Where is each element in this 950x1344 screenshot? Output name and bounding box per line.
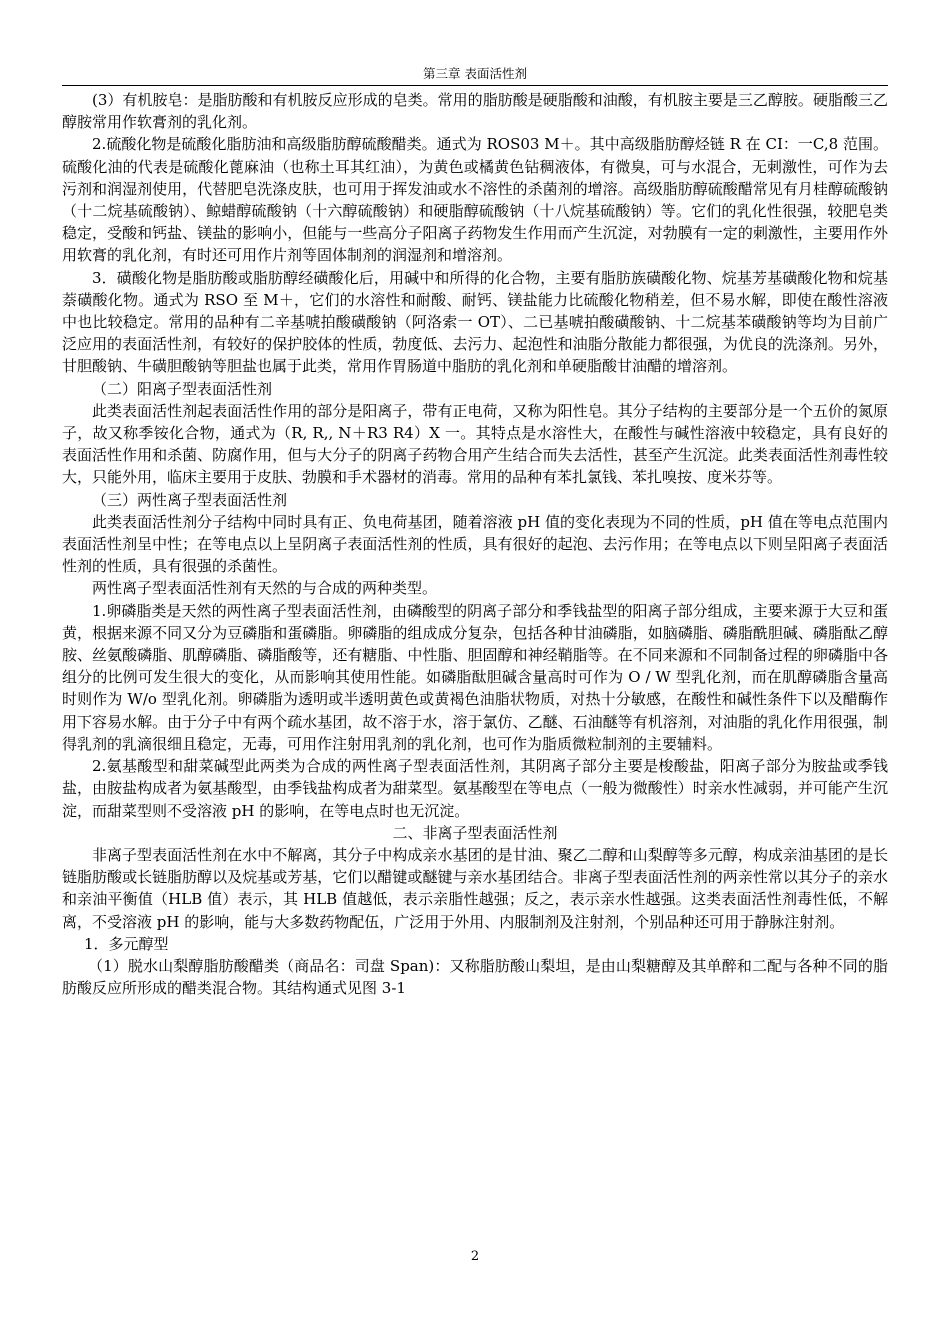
section-heading-cationic: （二）阳离子型表面活性剂 [92,379,273,398]
paragraph-organic-amine-soap: (3）有机胺皂：是脂肪酸和有机胺反应形成的皂类。常用的脂肪酸是硬脂酸和油酸，有机胺主要是三乙醇胺。硬脂酸三乙醇胺常用作软膏剂的乳化剂。 [62,91,888,132]
paragraph-lecithin: 1.卵磷脂类是天然的两性离子型表面活性剂，由磷酸型的阴离子部分和季钱盐型的阳离子部分组成，主要来源于大豆和蛋黄，根据来源不同又分为豆磷脂和蛋磷脂。卵磷脂的组成成分复杂，包括各种甘油磷脂，如脑磷脂、磷脂酰胆碱、磷脂酞乙醇胺、丝氨酸磷脂、肌醇磷脂、磷脂酸等，还有糖脂、中性脂、胆固醇和神经鞘脂等。在不同来源和不同制备过程的卵磷脂中各组分的比例可发生很大的变化，从而影响其使用性能。如磷脂酞胆碱含量高时可作为 O / W 型乳化剂，而在肌醇磷脂含量高时则作为 W/o 型乳化剂。卵磷脂为透明或半透明黄色或黄褐色油脂状物质，对热十分敏感，在酸性和碱性条件下以及醋酶作用下容易水解。由于分子中有两个疏水基团，故不溶于水，溶于氯仿、乙醚、石油醚等有机溶剂，对油脂的乳化作用很强，制得乳剂的乳滴很细且稳定，无毒，可用作注射用乳剂的乳化剂，也可作为脂质微粒制剂的主要辅料。 [62,601,888,753]
paragraph-sulfates: 2.硫酸化物是硫酸化脂肪油和高级脂肪醇硫酸醋类。通式为 ROS03 M＋。其中高级脂肪醇烃链 R 在 CI：一C,8 范围。硫酸化油的代表是硫酸化蓖麻油（也称土耳其红油），为黄色或橘黄色钻稠液体，有微臭，可与水混合，无刺激性，可作为去污剂和润湿剂使用，代替肥皂洗涤皮肤，也可用于挥发油或水不溶性的杀菌剂的增溶。高级脂肪醇硫酸醋常见有月桂醇硫酸钠（十二烷基硫酸钠）、鲸蜡醇硫酸钠（十六醇硫酸钠）和硬脂醇硫酸钠（十八烷基硫酸钠）等。它们的乳化性很强，较肥皂类稳定，受酸和钙盐、镁盐的影响小，但能与一些高分子阳离子药物发生作用而产生沉淀，对勃膜有一定的刺激性，主要用作外用软膏的乳化剂，有时还可用作片剂等固体制剂的润湿剂和增溶剂。 [62,135,888,265]
paragraph-nonionic: 非离子型表面活性剂在水中不解离，其分子中构成亲水基团的是甘油、聚乙二醇和山梨醇等多元醇，构成亲油基团的是长链脂肪酸或长链脂肪醇以及烷基或芳基，它们以醋键或醚键与亲水基团结合。非离子型表面活性剂的两亲性常以其分子的亲水和亲油平衡值（HLB 值）表示，其 HLB 值越低，表示亲脂性越强；反之，表示亲水性越强。这类表面活性剂毒性低，不解离，不受溶液 pH 的影响，能与大多数药物配伍，广泛用于外用、内服制剂及注射剂，个别品种还可用于静脉注射剂。 [62,845,888,931]
page-body [62,89,888,999]
running-header: 第三章 表面活性剂 [423,66,527,81]
paragraph-cationic: 此类表面活性剂起表面活性作用的部分是阳离子，带有正电荷，又称为阳性皂。其分子结构的主要部分是一个五价的氮原子，故又称季铵化合物，通式为（R, R,, N＋R3 R4）X 一。其特点是水溶性大，在酸性与碱性溶液中较稳定，具有良好的表面活性作用和杀菌、防腐作用，但与大分子的阴离子药物合用产生结合而失去活性，甚至产生沉淀。此类表面活性剂毒性较大，只能外用，临床主要用于皮肤、勃膜和手术器材的消毒。常用的品种有苯扎氯钱、苯扎嗅按、度米芬等。 [62,401,888,487]
paragraph-span: （1）脱水山梨醇脂肪酸醋类（商品名：司盘 Span)：又称脂肪酸山梨坦，是由山梨糖醇及其单醉和二配与各种不同的脂肪酸反应所形成的醋类混合物。其结构通式见图 3-1 [62,956,888,998]
section-heading-zwitterionic: （三）两性离子型表面活性剂 [92,490,288,509]
paragraph-zwitterionic: 此类表面活性剂分子结构中同时具有正、负电荷基团，随着溶液 pH 值的变化表现为不同的性质，pH 值在等电点范围内表面活性剂呈中性；在等电点以上呈阴离子表面活性剂的性质，具有很好的起泡、去污作用；在等电点以下则呈阳离子表面活性剂的性质，具有很强的杀菌性。 [62,512,888,576]
paragraph-sulfonates: 3．磺酸化物是脂肪酸或脂肪醇经磺酸化后，用碱中和所得的化合物，主要有脂肪族磺酸化物、烷基芳基磺酸化物和烷基萘磺酸化物。通式为 RSO 至 M＋，它们的水溶性和耐酸、耐钙、镁盐能力比硫酸化物稍差，但不易水解，即使在酸性溶液中也比较稳定。常用的品种有二辛基唬拍酸磺酸钠（阿洛索一 OT）、二已基唬拍酸磺酸钠、十二烷基苯磺酸钠等均为目前广泛应用的表面活性剂，有较好的保护胶体的性质，勃度低、去污力、起泡性和油脂分散能力都很强，为优良的洗涤剂。另外，甘胆酸钠、牛磺胆酸钠等胆盐也属于此类，常用作胃肠道中脂肪的乳化剂和单硬脂酸甘油醋的增溶剂。 [62,268,888,376]
paragraph-amino-acid-betaine: 2.氨基酸型和甜菜碱型此两类为合成的两性离子型表面活性剂，其阴离子部分主要是梭酸盐，阳离子部分为胺盐或季钱盐，由胺盐构成者为氨基酸型，由季钱盐构成者为甜菜型。氨基酸型在等电点（一般为微酸性）时亲水性减弱，并可能产生沉淀，而甜菜型则不受溶液 pH 的影响，在等电点时也无沉淀。 [62,757,888,820]
subheading-polyol-type: 1．多元醇型 [84,934,169,953]
paragraph-zwitterionic-types: 两性离子型表面活性剂有天然的与合成的两种类型。 [92,579,438,598]
section-heading-nonionic: 二、非离子型表面活性剂 [392,823,558,842]
header-rule [62,85,888,86]
page-number: 2 [470,1249,480,1264]
